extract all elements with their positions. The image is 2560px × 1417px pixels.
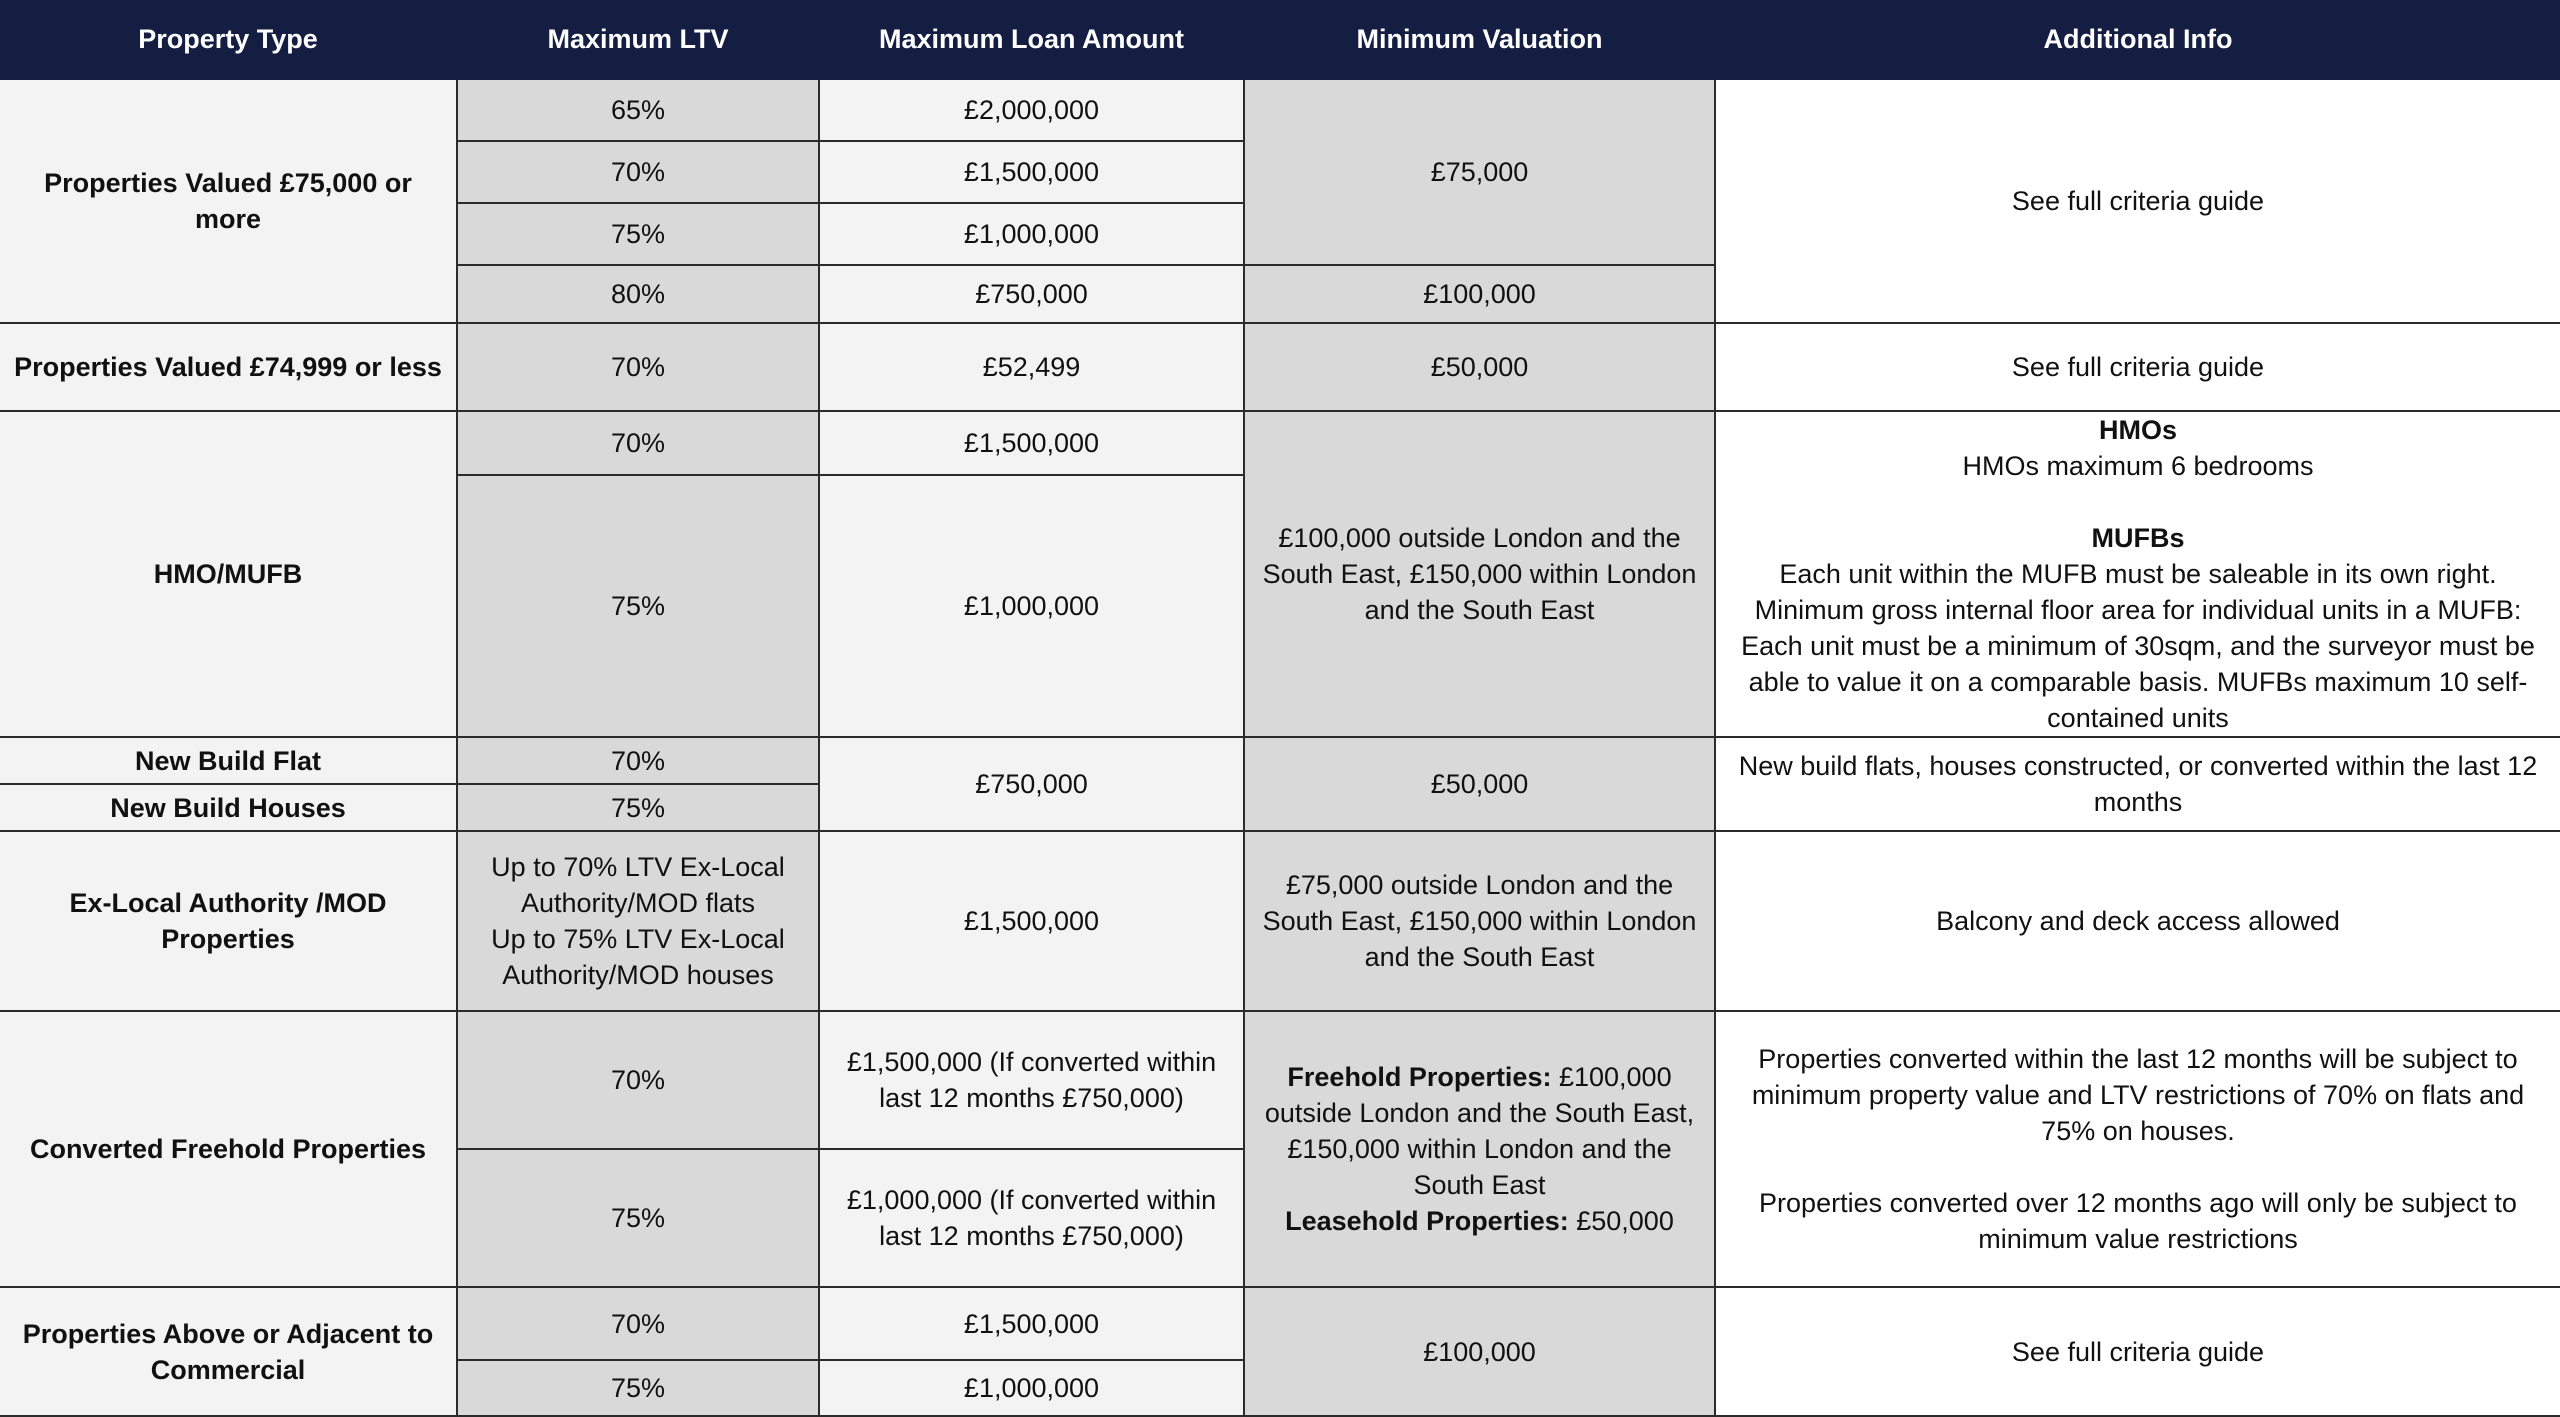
loan-cell: £1,500,000 (If converted within last 12 months £750,000)	[819, 1011, 1244, 1149]
ltv-cell: 75%	[457, 1149, 819, 1287]
ltv-cell: 70%	[457, 1011, 819, 1149]
info-mufb-title: MUFBs	[2091, 523, 2185, 553]
valuation-freehold-text: £100,000 outside London and the South East, £150,000 within London and the South East	[1264, 1062, 1695, 1200]
info-mufb-text: Each unit within the MUFB must be saleable in its own right. Minimum gross internal floor area for individual units in a MUFB: Each unit must be a minimum of 30sqm, and the surveyor must be able to value it on a comparable basis. MUFBs maximum 10 self-contained units	[1741, 559, 2535, 733]
ltv-cell: 70%	[457, 411, 819, 475]
info-cell	[1715, 411, 2560, 737]
loan-cell: £1,000,000 (If converted within last 12 months £750,000)	[819, 1149, 1244, 1287]
info-cell: New build flats, houses constructed, or converted within the last 12 months	[1715, 737, 2560, 831]
loan-cell: £1,000,000	[819, 1360, 1244, 1416]
ltv-line: Up to 70% LTV Ex-Local Authority/MOD flats	[491, 852, 785, 918]
valuation-cell	[1244, 1011, 1715, 1287]
valuation-cell: £100,000	[1244, 265, 1715, 323]
ltv-cell: 75%	[457, 203, 819, 265]
ltv-cell: 70%	[457, 737, 819, 784]
property-type-cell: Properties Valued £74,999 or less	[0, 323, 457, 411]
loan-cell: £52,499	[819, 323, 1244, 411]
property-type-cell: New Build Flat	[0, 737, 457, 784]
info-cell	[1715, 1011, 2560, 1287]
header-additional-info: Additional Info	[1715, 0, 2560, 79]
property-type-cell: New Build Houses	[0, 784, 457, 831]
header-max-ltv: Maximum LTV	[457, 0, 819, 79]
ltv-cell: 65%	[457, 79, 819, 141]
loan-cell: £1,000,000	[819, 475, 1244, 737]
valuation-cell: £75,000	[1244, 79, 1715, 265]
loan-cell: £1,500,000	[819, 141, 1244, 203]
loan-cell: £2,000,000	[819, 79, 1244, 141]
property-type-cell: Properties Above or Adjacent to Commercial	[0, 1287, 457, 1416]
ltv-cell: 70%	[457, 1287, 819, 1360]
ltv-cell: 70%	[457, 141, 819, 203]
loan-cell: £1,500,000	[819, 411, 1244, 475]
ltv-cell: 80%	[457, 265, 819, 323]
info-spacer	[1728, 484, 2548, 520]
valuation-leasehold-text: £50,000	[1568, 1206, 1674, 1236]
header-property-type: Property Type	[0, 0, 457, 79]
ltv-cell: 75%	[457, 475, 819, 737]
valuation-cell: £75,000 outside London and the South East, £150,000 within London and the South East	[1244, 831, 1715, 1011]
header-max-loan: Maximum Loan Amount	[819, 0, 1244, 79]
valuation-cell: £100,000 outside London and the South East, £150,000 within London and the South East	[1244, 411, 1715, 737]
table-row	[0, 323, 2560, 411]
property-type-cell: HMO/MUFB	[0, 411, 457, 737]
table-row	[0, 831, 2560, 1011]
info-cell: See full criteria guide	[1715, 323, 2560, 411]
property-type-cell: Ex-Local Authority /MOD Properties	[0, 831, 457, 1011]
ltv-cell: 75%	[457, 784, 819, 831]
info-spacer	[1728, 1149, 2548, 1185]
property-type-cell: Properties Valued £75,000 or more	[0, 79, 457, 323]
valuation-cell: £100,000	[1244, 1287, 1715, 1416]
ltv-line: Up to 75% LTV Ex-Local Authority/MOD houses	[491, 924, 785, 990]
property-type-cell: Converted Freehold Properties	[0, 1011, 457, 1287]
loan-cell: £1,500,000	[819, 831, 1244, 1011]
ltv-cell	[457, 831, 819, 1011]
loan-cell: £750,000	[819, 265, 1244, 323]
valuation-cell: £50,000	[1244, 323, 1715, 411]
info-cell: Balcony and deck access allowed	[1715, 831, 2560, 1011]
info-cell: See full criteria guide	[1715, 1287, 2560, 1416]
info-hmo-title: HMOs	[2098, 415, 2177, 445]
valuation-freehold-label: Freehold Properties:	[1287, 1062, 1552, 1092]
ltv-cell: 70%	[457, 323, 819, 411]
table-header-row	[0, 0, 2560, 79]
info-hmo-text: HMOs maximum 6 bedrooms	[1962, 451, 2314, 481]
loan-cell: £1,000,000	[819, 203, 1244, 265]
loan-cell: £1,500,000	[819, 1287, 1244, 1360]
ltv-cell: 75%	[457, 1360, 819, 1416]
info-paragraph: Properties converted over 12 months ago will only be subject to minimum value restrictions	[1759, 1188, 2517, 1254]
info-cell: See full criteria guide	[1715, 79, 2560, 323]
table-row	[0, 1011, 2560, 1149]
loan-cell: £750,000	[819, 737, 1244, 831]
table-row	[0, 411, 2560, 475]
table-row	[0, 737, 2560, 784]
info-paragraph: Properties converted within the last 12 months will be subject to minimum property value and LTV restrictions of 70% on flats and 75% on houses.	[1751, 1044, 2525, 1146]
table-row	[0, 1287, 2560, 1360]
valuation-leasehold-label: Leasehold Properties:	[1285, 1206, 1569, 1236]
valuation-freehold	[1257, 1059, 1702, 1203]
table-row	[0, 79, 2560, 141]
valuation-cell: £50,000	[1244, 737, 1715, 831]
valuation-leasehold	[1257, 1203, 1702, 1239]
header-min-valuation: Minimum Valuation	[1244, 0, 1715, 79]
